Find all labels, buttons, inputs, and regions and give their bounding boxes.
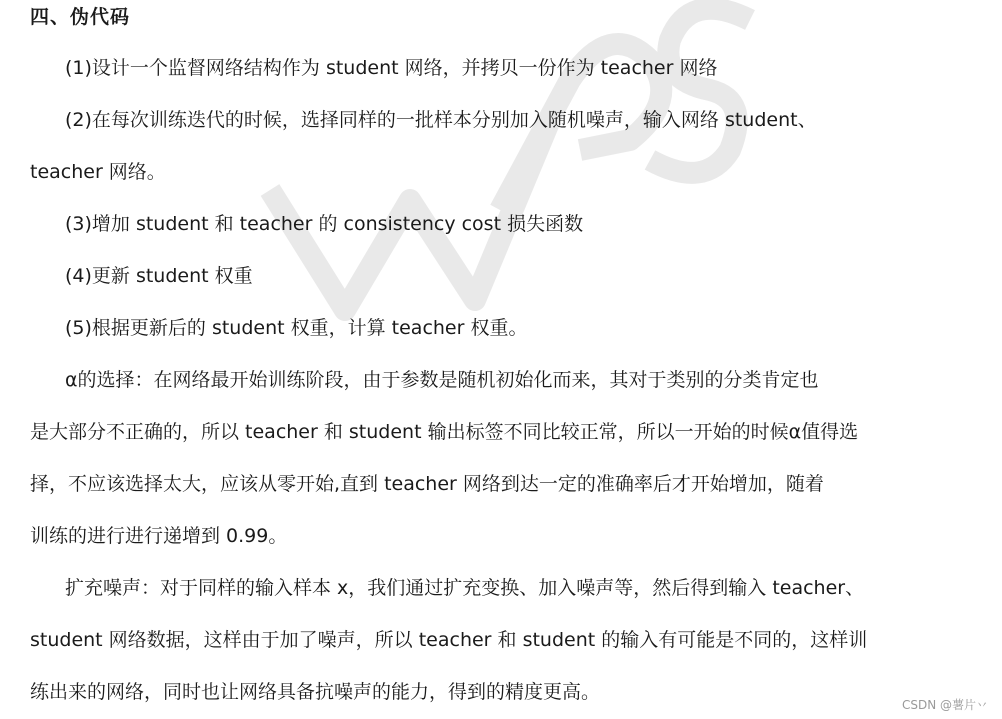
alpha-line-1: α的选择：在网络最开始训练阶段，由于参数是随机初始化而来，其对于类别的分类肯定也	[65, 369, 819, 391]
step-4: (4)更新 student 权重	[65, 265, 253, 287]
step-2-continued: teacher 网络。	[30, 161, 166, 183]
noise-line-3: 练出来的网络，同时也让网络具备抗噪声的能力，得到的精度更高。	[30, 681, 601, 703]
step-1: (1)设计一个监督网络结构作为 student 网络，并拷贝一份作为 teacher 网络	[65, 57, 718, 79]
step-5: (5)根据更新后的 student 权重，计算 teacher 权重。	[65, 317, 528, 339]
section-heading: 四、伪代码	[30, 6, 131, 28]
step-3: (3)增加 student 和 teacher 的 consistency cost 损失函数	[65, 213, 584, 235]
noise-line-2: student 网络数据，这样由于加了噪声，所以 teacher 和 student 的输入有可能是不同的，这样训	[30, 629, 868, 651]
step-2: (2)在每次训练迭代的时候，选择同样的一批样本分别加入随机噪声，输入网络 student、	[65, 109, 817, 131]
csdn-credit: CSDN @薯片丷	[901, 698, 988, 712]
noise-line-1: 扩充噪声：对于同样的输入样本 x，我们通过扩充变换、加入噪声等，然后得到输入 teacher、	[65, 577, 865, 599]
alpha-line-2: 是大部分不正确的，所以 teacher 和 student 输出标签不同比较正常，所以一开始的时候α值得选	[30, 421, 859, 443]
alpha-line-4: 训练的进行进行递增到 0.99。	[30, 525, 288, 547]
alpha-line-3: 择，不应该选择太大，应该从零开始,直到 teacher 网络到达一定的准确率后才开始增加，随着	[30, 473, 824, 495]
